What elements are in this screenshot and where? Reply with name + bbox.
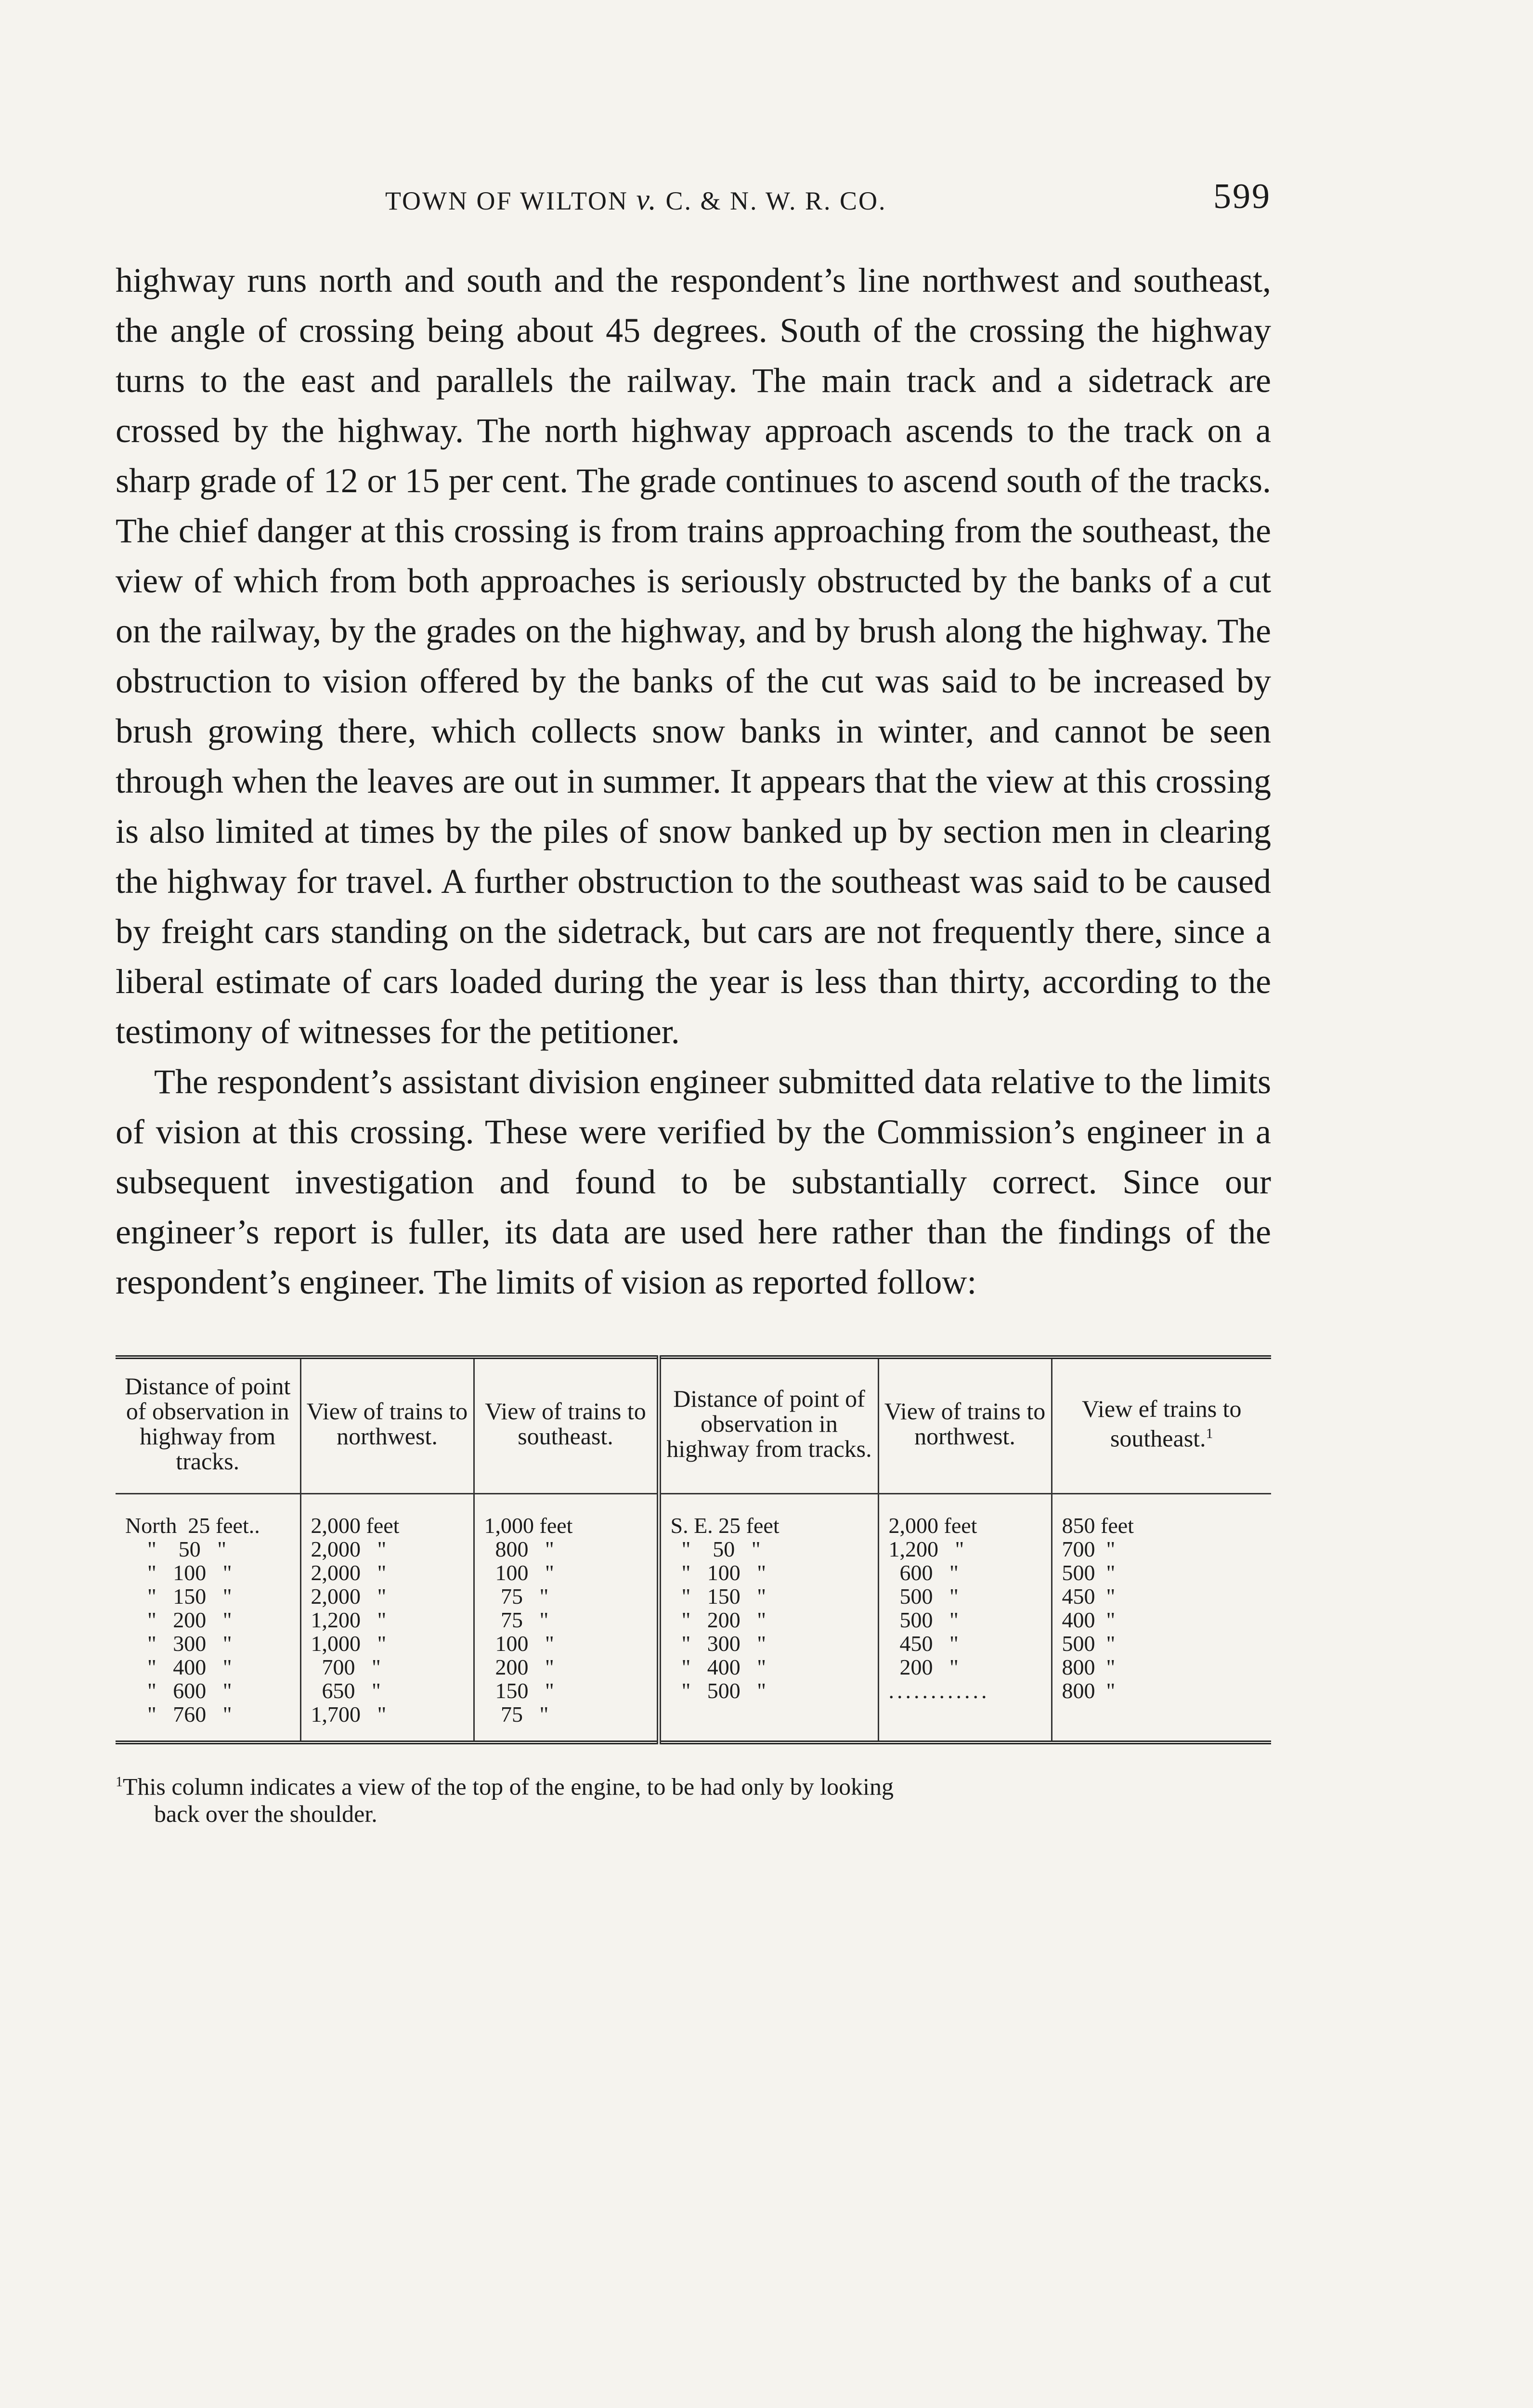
table-cell: 75 "	[484, 1608, 549, 1632]
table-cell: 1,700 "	[311, 1702, 387, 1727]
table-cell: " 760 "	[125, 1702, 232, 1727]
table-cell: " 500 "	[670, 1678, 766, 1703]
header-northwest-southeast: View of trains to northwest.	[878, 1357, 1052, 1494]
table-cell: 600 "	[888, 1560, 959, 1585]
table-cell: 2,000 "	[311, 1537, 387, 1561]
table-cell: " 100 "	[670, 1560, 766, 1585]
table-cell: 800 "	[484, 1537, 554, 1561]
col-distance-north	[116, 1494, 300, 1743]
col-southeast-southeast	[1052, 1494, 1271, 1743]
table-cell: 650 "	[311, 1678, 381, 1703]
table-cell: " 200 "	[670, 1608, 766, 1632]
table-cell: " 300 "	[670, 1631, 766, 1656]
col-northwest-north	[300, 1494, 474, 1743]
table-cell: 400 "	[1062, 1608, 1116, 1632]
table-cell: 850 feet	[1062, 1513, 1134, 1538]
table-cell: 700 "	[311, 1655, 381, 1679]
vision-table-wrap	[116, 1355, 1271, 1744]
footnote-line-2: back over the shoulder.	[154, 1800, 377, 1827]
table-cell: 500 "	[1062, 1631, 1116, 1656]
table-cell: 2,000 "	[311, 1560, 387, 1585]
table-cell: 500 "	[1062, 1560, 1116, 1585]
table-cell: 2,000 "	[311, 1584, 387, 1609]
table-cell: 500 "	[888, 1608, 959, 1632]
table-cell: 800 "	[1062, 1678, 1116, 1703]
table-cell: " 100 "	[125, 1560, 232, 1585]
table-cell: S. E. 25 feet	[670, 1513, 779, 1538]
table-cell: 1,000 feet	[484, 1513, 573, 1538]
paragraph-engineer-data: The respondent’s assistant division engineer submitted data relative to the limits of vision at this crossing. These were verified by the Commission’s engineer in a subsequent investigation and found to be substantially correct. Since our engineer’s report is fuller, its data are used here rather than the findings of the respondent’s engineer. The limits of vision as reported follow:	[116, 1062, 1271, 1301]
table-cell: " 400 "	[125, 1655, 232, 1679]
table-cell: 200 "	[888, 1655, 959, 1679]
table-cell: 700 "	[1062, 1537, 1116, 1561]
running-title-prefix: TOWN OF WILTON	[385, 186, 637, 215]
running-title-versus: v.	[636, 183, 658, 216]
footnote	[116, 1768, 1271, 1827]
table-cell: 450 "	[888, 1631, 959, 1656]
table-cell: 100 "	[484, 1631, 554, 1656]
body-text	[116, 255, 1271, 1307]
footnote-marker: 1	[1206, 1426, 1213, 1442]
table-cell: 450 "	[1062, 1584, 1116, 1609]
footnote-line-1: $^1$This column indicates a view of the top of the engine, to be had only by looking	[116, 1773, 894, 1800]
paragraph-continued: highway runs north and south and the respondent’s line northwest and southeast, the angle of crossing being about 45 degrees. South of the crossing the highway turns to the east and parallels the railway. The main track and a sidetrack are crossed by the highway. The north highway approach ascends to the track on a sharp grade of 12 or 15 per cent. The grade continues to ascend south of the tracks. The chief danger at this crossing is from trains approaching from the southeast, the view of which from both approaches is seriously obstructed by the banks of a cut on the railway, by the grades on the highway, and by brush along the highway. The obstruction to vision offered by the banks of the cut was said to be increased by brush growing there, which collects snow banks in winter, and cannot be seen through when the leaves are out in summer. It appears that the view at this crossing is also limited at times by the piles of snow banked up by section men in clearing the highway for travel. A further obstruction to the southeast was said to be caused by freight cars standing on the sidetrack, but cars are not frequently there, since a liberal estimate of cars loaded during the year is less than thirty, according to the testimony of witnesses for the petitioner.	[116, 261, 1271, 1051]
table-cell: " 50 "	[125, 1537, 227, 1561]
table-cell: 75 "	[484, 1584, 549, 1609]
footnote-marker: 1	[116, 1774, 123, 1790]
table-cell: ............	[888, 1678, 990, 1703]
table-cell: 2,000 feet	[311, 1513, 400, 1538]
table-cell: 200 "	[484, 1655, 554, 1679]
header-distance-north: Distance of point of observation in highway from tracks.	[116, 1357, 300, 1494]
table-cell: 100 "	[484, 1560, 554, 1585]
table-cell: 2,000 feet	[888, 1513, 977, 1538]
table-cell: " 200 "	[125, 1608, 232, 1632]
table-cell: 1,200 "	[888, 1537, 964, 1561]
table-cell: " 400 "	[670, 1655, 766, 1679]
table-cell: North 25 feet..	[125, 1513, 260, 1538]
col-southeast-north	[474, 1494, 659, 1743]
table-header-row	[116, 1357, 1271, 1494]
running-title-suffix: C. & N. W. R. CO.	[657, 186, 887, 215]
page	[116, 173, 1271, 1827]
header-southeast-north: View of trains to southeast.	[474, 1357, 659, 1494]
running-title	[385, 183, 887, 217]
table-cell: 75 "	[484, 1702, 549, 1727]
page-number: 599	[1213, 177, 1271, 216]
running-header	[116, 173, 1271, 217]
table-cell: " 600 "	[125, 1678, 232, 1703]
table-cell: " 300 "	[125, 1631, 232, 1656]
table-cell: " 150 "	[125, 1584, 232, 1609]
table-cell: 1,000 "	[311, 1631, 387, 1656]
table-cell: 800 "	[1062, 1655, 1116, 1679]
table-cell: 150 "	[484, 1678, 554, 1703]
header-southeast-southeast: View ef trains to southeast.$^1$	[1052, 1357, 1271, 1494]
table-body-row	[116, 1494, 1271, 1743]
header-northwest-north: View of trains to northwest.	[300, 1357, 474, 1494]
table-cell: 1,200 "	[311, 1608, 387, 1632]
table-cell: " 50 "	[670, 1537, 761, 1561]
table-cell: " 150 "	[670, 1584, 766, 1609]
col-northwest-southeast	[878, 1494, 1052, 1743]
limits-of-vision-table	[116, 1355, 1271, 1744]
table-cell: 500 "	[888, 1584, 959, 1609]
col-distance-southeast	[659, 1494, 878, 1743]
header-distance-southeast: Distance of point of observation in highway from tracks.	[659, 1357, 878, 1494]
